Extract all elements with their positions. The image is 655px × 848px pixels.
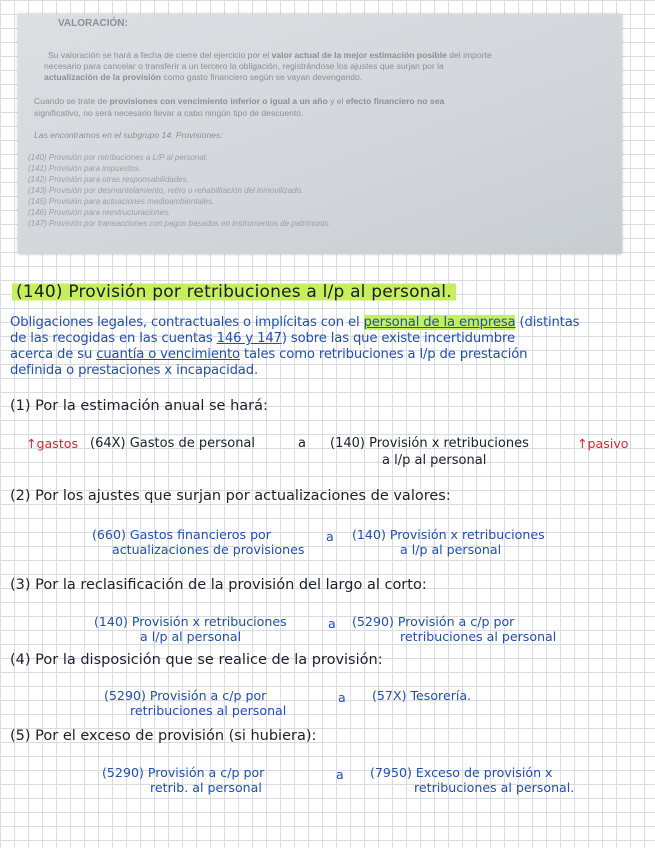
increase-liabilities-tag: ↑pasivo <box>577 436 629 451</box>
photo-line-4: Cuando se trate de provisiones con vencimiento inferior o igual a un año y el efecto financiero no sea <box>34 96 445 106</box>
step-4-credit-1: (57X) Tesorería. <box>372 688 472 703</box>
photo-line-6: Las encontramos en el subgrupo 14. Provisiones: <box>34 130 223 140</box>
photo-line-5: significativo, no será necesario llevar a cabo ningún tipo de descuento. <box>34 108 304 118</box>
definition-line-4: definida o prestaciones x incapacidad. <box>10 363 259 378</box>
step-1-a: a <box>298 436 306 451</box>
step-5-a: a <box>336 767 344 782</box>
step-2-a: a <box>326 529 334 544</box>
step-4-debit-1: (5290) Provisión a c/p por <box>104 688 267 703</box>
notes-title: (140) Provisión por retribuciones a l/p al personal. <box>12 282 456 302</box>
photo-line-1: Su valoración se hará a fecha de cierre del ejercicio por el valor actual de la mejor estimación posible del importe <box>48 50 492 60</box>
photo-line-3: actualización de la provisión como gasto financiero según se vayan devengando. <box>44 72 363 82</box>
step-3-credit-1: (5290) Provisión a c/p por <box>352 614 515 629</box>
list-item: (141) Provisión para impuestos. <box>28 164 141 173</box>
step-2-credit-2: a l/p al personal <box>400 542 502 557</box>
definition-line-3: acerca de su cuantía o vencimiento tales como retribuciones a l/p de prestación <box>10 347 528 362</box>
step-3-heading: (3) Por la reclasificación de la provisión del largo al corto: <box>10 577 427 593</box>
step-5-debit-2: retrib. al personal <box>150 780 262 795</box>
step-5-heading: (5) Por el exceso de provisión (si hubiera): <box>10 728 317 744</box>
list-item: (145) Provisión para actuaciones medioambientales. <box>28 197 215 206</box>
photo-line-2: necesario para cancelar o transferir a un tercero la obligación, registrándose los ajustes que surjan por la <box>44 61 444 71</box>
step-3-a: a <box>328 616 336 631</box>
step-4-heading: (4) Por la disposición que se realice de la provisión: <box>10 652 383 668</box>
step-3-credit-2: retribuciones al personal <box>400 629 557 644</box>
step-4-debit-2: retribuciones al personal <box>130 703 287 718</box>
step-4-a: a <box>338 690 346 705</box>
step-2-heading: (2) Por los ajustes que surjan por actualizaciones de valores: <box>10 488 451 504</box>
step-2-debit-1: (660) Gastos financieros por <box>92 527 271 542</box>
list-item: (146) Provisión para reestructuraciones. <box>28 208 171 217</box>
list-item: (140) Provisión por retribuciones a L/P al personal. <box>28 153 208 162</box>
step-5-debit-1: (5290) Provisión a c/p por <box>102 765 265 780</box>
textbook-photo <box>18 14 622 254</box>
list-item: (142) Provisión para otras responsabilidades. <box>28 175 189 184</box>
step-1-heading: (1) Por la estimación anual se hará: <box>10 398 268 414</box>
step-5-credit-1: (7950) Exceso de provisión x <box>370 765 553 780</box>
step-3-debit-1: (140) Provisión x retribuciones <box>94 614 287 629</box>
step-1-credit-2: a l/p al personal <box>382 453 487 468</box>
increase-expenses-tag: ↑gastos <box>26 436 79 451</box>
step-3-debit-2: a l/p al personal <box>140 629 242 644</box>
definition-line-2: de las recogidas en las cuentas 146 y 147) sobre las que existe incertidumbre <box>10 331 515 346</box>
step-1-debit: (64X) Gastos de personal <box>90 436 256 451</box>
step-5-credit-2: retribuciones al personal. <box>414 780 575 795</box>
provisions-list <box>28 152 331 229</box>
list-item: (143) Provisión por desmantelamiento, retiro o rehabilitación del inmovilizado. <box>28 186 304 195</box>
step-1-credit-1: (140) Provisión x retribuciones <box>330 436 529 451</box>
definition-line-1: Obligaciones legales, contractuales o implícitas con el personal de la empresa (distintas <box>10 315 580 330</box>
photo-heading: VALORACIÓN: <box>58 18 128 29</box>
step-2-credit-1: (140) Provisión x retribuciones <box>352 527 545 542</box>
list-item: (147) Provisión por transacciones con pagos basados en instrumentos de patrimonio. <box>28 219 331 228</box>
step-2-debit-2: actualizaciones de provisiones <box>112 542 305 557</box>
